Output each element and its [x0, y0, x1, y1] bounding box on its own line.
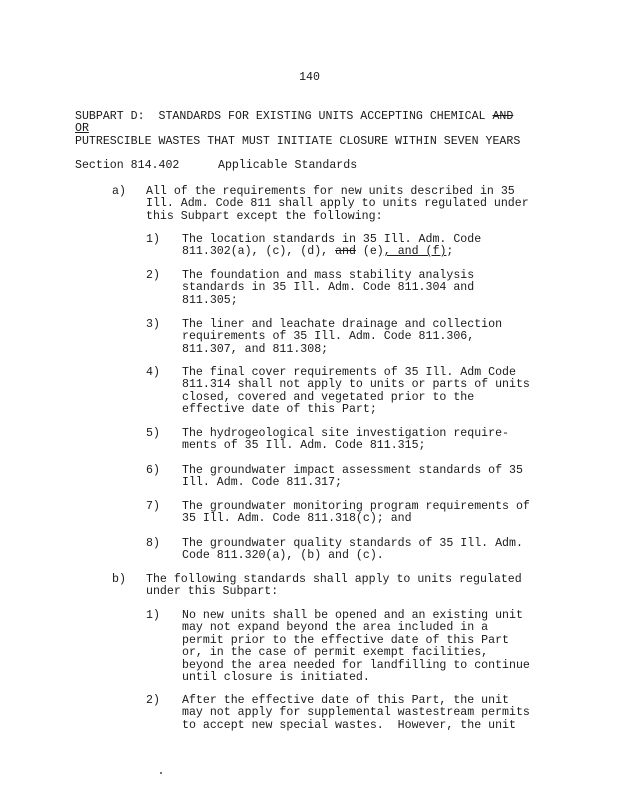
item-a1-text: 811.302(a), (c), (d), — [182, 245, 336, 259]
item-a1-line — [182, 246, 453, 258]
item-a3-label: 3) — [146, 318, 160, 331]
subpart-heading-line-3: PUTRESCIBLE WASTES THAT MUST INITIATE CLOSURE WITHIN SEVEN YEARS — [75, 135, 521, 148]
item-a-line: this Subpart except the following: — [146, 209, 383, 223]
item-a8-line: The groundwater quality standards of 35 Ill. Adm. — [182, 537, 523, 550]
item-b2-line: may not apply for supplemental wastestream permits — [182, 706, 530, 720]
item-a3-line: 811.307, and 811.308; — [182, 342, 329, 356]
item-a5-line: ments of 35 Ill. Adm. Code 811.315; — [182, 439, 426, 453]
item-a1-inserted-text: , and (f) — [383, 245, 447, 259]
item-a1-label: 1) — [146, 233, 160, 246]
item-b-label: b) — [112, 573, 126, 586]
item-b1-line: until closure is initiated. — [182, 671, 370, 684]
item-a2-label: 2) — [146, 269, 160, 282]
item-a7-line: The groundwater monitoring program requirements of — [182, 500, 530, 513]
item-a3-line: The liner and leachate drainage and collection — [182, 318, 503, 331]
item-a4-line: 811.314 shall not apply to units or parts of units — [182, 378, 530, 392]
item-b1-line: permit prior to the effective date of this Part — [182, 633, 509, 647]
item-a6-line: The groundwater impact assessment standards of 35 — [182, 464, 523, 477]
item-a2-line: 811.305; — [182, 293, 238, 307]
item-b1-label: 1) — [146, 609, 160, 622]
item-a8-label: 8) — [146, 537, 160, 550]
item-b2-body — [182, 694, 530, 757]
item-a1-text: (e) — [355, 245, 384, 259]
section-title: Applicable Standards — [218, 159, 358, 172]
item-a1-text: ; — [446, 245, 454, 259]
item-b2-line: to accept new special wastes. However, the unit — [182, 718, 516, 732]
item-b1-line: may not expand beyond the area included in a — [182, 621, 489, 635]
heading-struck-word: AND — [492, 110, 514, 123]
item-a-label: a) — [112, 185, 126, 198]
item-a7-line: 35 Ill. Adm. Code 811.318(c); and — [182, 512, 412, 526]
subpart-heading-line-2: OR — [75, 122, 89, 135]
item-a4-label: 4) — [146, 366, 160, 379]
item-a6-line: Ill. Adm. Code 811.317; — [182, 476, 343, 490]
item-a4-line: The final cover requirements of 35 Ill. Adm Code — [182, 366, 516, 379]
item-a-line: All of the requirements for new units described in 35 — [146, 185, 515, 198]
item-b2-line: After the effective date of this Part, the unit — [182, 694, 509, 707]
item-a2-line: The foundation and mass stability analysis — [182, 269, 475, 282]
subpart-heading-line-1 — [75, 111, 513, 123]
item-b-line: under this Subpart: — [146, 585, 279, 599]
heading-text: SUBPART D: STANDARDS FOR EXISTING UNITS ACCEPTING CHEMICAL — [75, 110, 493, 123]
section-number: Section 814.402 — [75, 159, 180, 172]
item-a3-line: requirements of 35 Ill. Adm. Code 811.306, — [182, 330, 475, 344]
item-a5-line: The hydrogeological site investigation require- — [182, 427, 509, 440]
page-number: 140 — [299, 71, 320, 84]
item-a4-line: effective date of this Part; — [182, 403, 377, 417]
item-a5-label: 5) — [146, 427, 160, 440]
item-a1-line: The location standards in 35 Ill. Adm. Code — [182, 233, 482, 246]
item-a6-label: 6) — [146, 464, 160, 477]
scan-speck — [160, 772, 162, 774]
item-b-line: The following standards shall apply to units regulated — [146, 573, 522, 586]
item-a7-label: 7) — [146, 500, 160, 513]
item-a-line: Ill. Adm. Code 811 shall apply to units regulated under — [146, 197, 529, 211]
item-b1-line: beyond the area needed for landfilling to continue — [182, 658, 530, 672]
item-a8-line: Code 811.320(a), (b) and (c). — [182, 549, 384, 563]
item-b2-label: 2) — [146, 694, 160, 707]
item-a2-line: standards in 35 Ill. Adm. Code 811.304 and — [182, 281, 475, 295]
item-b1-line: No new units shall be opened and an existing unit — [182, 609, 523, 622]
item-a1-struck-word: and — [335, 245, 356, 259]
item-b1-line: or, in the case of permit exempt facilities, — [182, 646, 489, 660]
item-a4-line: closed, covered and vegetated prior to the — [182, 390, 475, 404]
